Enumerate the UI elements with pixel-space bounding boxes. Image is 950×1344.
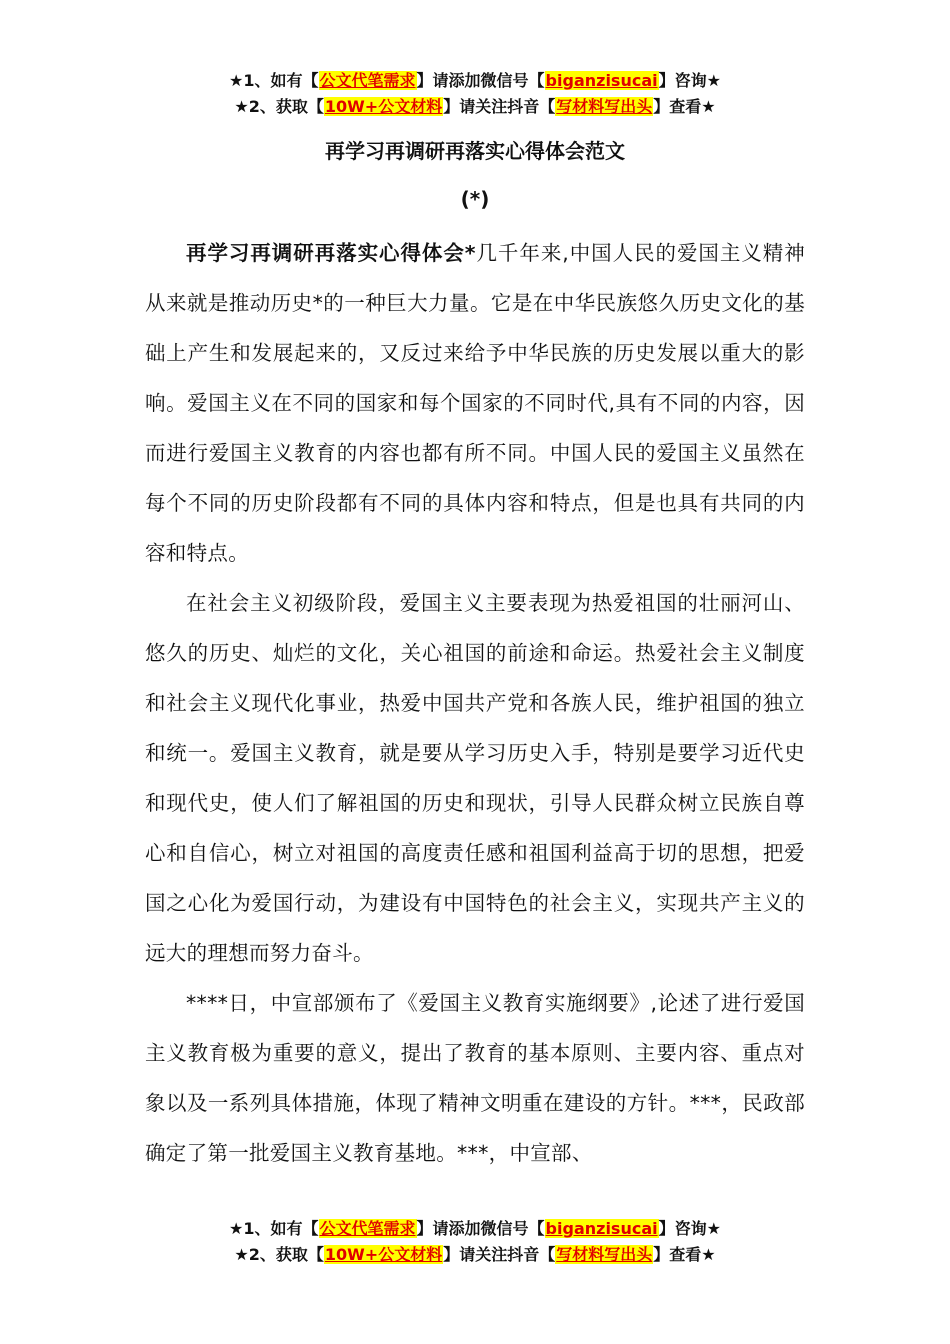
header-banner (0, 68, 950, 120)
banner-line-2: ★2、获取【10W+公文材料】请关注抖音【写材料写出头】查看★ (234, 1245, 716, 1264)
highlight-materials: 10W+公文材料 (324, 97, 443, 116)
document-title: 再学习再调研再落实心得体会范文 (325, 139, 625, 163)
banner-line-1: ★1、如有【公文代笔需求】请添加微信号【biganzisucai】咨询★ (229, 1219, 721, 1238)
highlight-douyin: 写材料写出头 (556, 97, 653, 116)
highlight-douyin: 写材料写出头 (556, 1245, 653, 1264)
paragraph-3: ****日，中宣部颁布了《爱国主义教育实施纲要》,论述了进行爱国主义教育极为重要的意义，提出了教育的基本原则、主要内容、重点对象以及一系列具体措施，体现了精神文明重在建设的方针。***，民政部确定了第一批爱国主义教育基地。***，中宣部、 (145, 991, 805, 1165)
banner-line-1: ★1、如有【公文代笔需求】请添加微信号【biganzisucai】咨询★ (229, 71, 721, 90)
highlight-materials: 10W+公文材料 (324, 1245, 443, 1264)
footer-banner (0, 1216, 950, 1268)
highlight-service: 公文代笔需求 (319, 71, 416, 90)
paragraph-1: 再学习再调研再落实心得体会*几千年来,中国人民的爱国主义精神从来就是推动历史*的一种巨大力量。它是在中华民族悠久历史文化的基础上产生和发展起来的，又反过来给予中华民族的历史发展以重大的影响。爱国主义在不同的国家和每个国家的不同时代,具有不同的内容，因而进行爱国主义教育的内容也都有所不同。中国人民的爱国主义虽然在每个不同的历史阶段都有不同的具体内容和特点，但是也具有共同的内容和特点。 (145, 241, 805, 565)
highlight-wechat-id: biganzisucai (545, 1219, 658, 1238)
highlight-wechat-id: biganzisucai (545, 71, 658, 90)
paragraph-lead: 再学习再调研再落实心得体会* (186, 241, 476, 265)
banner-line-2: ★2、获取【10W+公文材料】请关注抖音【写材料写出头】查看★ (234, 97, 716, 116)
paragraph-2: 在社会主义初级阶段，爱国主义主要表现为热爱祖国的壮丽河山、悠久的历史、灿烂的文化，关心祖国的前途和命运。热爱社会主义制度和社会主义现代化事业，热爱中国共产党和各族人民，维护祖国的独立和统一。爱国主义教育，就是要从学习历史入手，特别是要学习近代史和现代史，使人们了解祖国的历史和现状，引导人民群众树立民族自尊心和自信心，树立对祖国的高度责任感和祖国利益高于切的思想，把爱国之心化为爱国行动，为建设有中国特色的社会主义，实现共产主义的远大的理想而努力奋斗。 (145, 591, 805, 965)
highlight-service: 公文代笔需求 (319, 1219, 416, 1238)
document-body (145, 228, 805, 1178)
document-subtitle: (*) (460, 187, 490, 211)
